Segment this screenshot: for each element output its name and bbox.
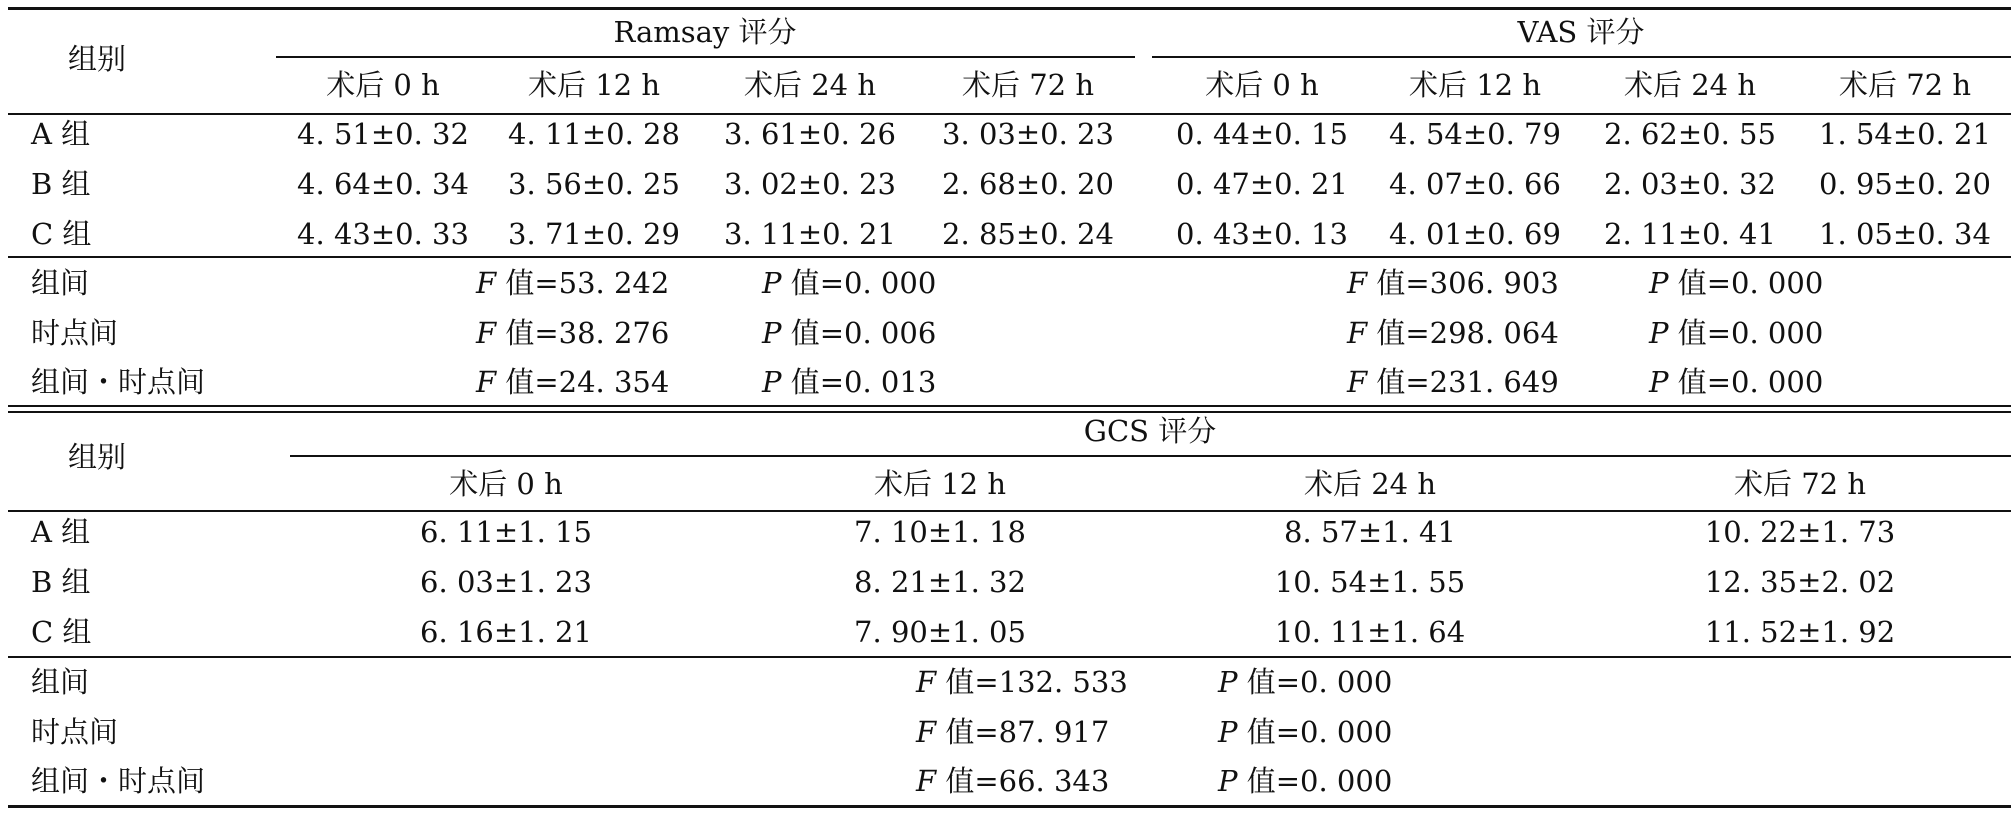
stat-label-timepoints: 时点间 bbox=[31, 316, 119, 350]
vas-c-72h: 1. 05±0. 34 bbox=[1819, 217, 1991, 251]
ramsay-f-interaction: F 值=24. 354 bbox=[476, 365, 670, 399]
gcs-p-interaction: P 值=0. 000 bbox=[1218, 764, 1393, 798]
f-symbol: F bbox=[1347, 266, 1368, 300]
vas-a-0h: 0. 44±0. 15 bbox=[1176, 117, 1348, 151]
column-header-rule bbox=[8, 113, 2011, 115]
p-symbol: P bbox=[1218, 764, 1238, 798]
ramsay-b-0h: 4. 64±0. 34 bbox=[297, 167, 469, 201]
p-symbol: P bbox=[1218, 665, 1238, 699]
ramsay-a-72h: 3. 03±0. 23 bbox=[942, 117, 1114, 151]
stat-label-interaction: 组间・时点间 bbox=[31, 365, 206, 399]
bottom-group-header: 组别 bbox=[67, 440, 127, 474]
section-divider-rule-2 bbox=[8, 411, 2011, 413]
ramsay-col-72h: 术后 72 h bbox=[961, 68, 1095, 102]
gcs-col-12h: 术后 12 h bbox=[873, 467, 1007, 501]
vas-col-72h: 术后 72 h bbox=[1838, 68, 1972, 102]
gcs-b-0h: 6. 03±1. 23 bbox=[420, 565, 592, 599]
ramsay-c-0h: 4. 43±0. 33 bbox=[297, 217, 469, 251]
gcs-a-12h: 7. 10±1. 18 bbox=[854, 515, 1026, 549]
gcs-b-12h: 8. 21±1. 32 bbox=[854, 565, 1026, 599]
ramsay-c-24h: 3. 11±0. 21 bbox=[724, 217, 896, 251]
vas-p-between-groups: P 值=0. 000 bbox=[1649, 266, 1824, 300]
vas-c-24h: 2. 11±0. 41 bbox=[1604, 217, 1776, 251]
stat-label-between-groups: 组间 bbox=[31, 266, 90, 300]
ramsay-b-12h: 3. 56±0. 25 bbox=[508, 167, 680, 201]
gcs-p-timepoints: P 值=0. 000 bbox=[1218, 715, 1393, 749]
gcs-col-24h: 术后 24 h bbox=[1303, 467, 1437, 501]
ramsay-col-24h: 术后 24 h bbox=[743, 68, 877, 102]
ramsay-a-12h: 4. 11±0. 28 bbox=[508, 117, 680, 151]
gcs-c-12h: 7. 90±1. 05 bbox=[854, 615, 1026, 649]
p-symbol: P bbox=[762, 266, 782, 300]
ramsay-c-72h: 2. 85±0. 24 bbox=[942, 217, 1114, 251]
vas-b-12h: 4. 07±0. 66 bbox=[1389, 167, 1561, 201]
f-symbol: F bbox=[1347, 316, 1368, 350]
vas-b-0h: 0. 47±0. 21 bbox=[1176, 167, 1348, 201]
ramsay-p-between-groups: P 值=0. 000 bbox=[762, 266, 937, 300]
vas-a-24h: 2. 62±0. 55 bbox=[1604, 117, 1776, 151]
ramsay-b-72h: 2. 68±0. 20 bbox=[942, 167, 1114, 201]
p-symbol: P bbox=[1649, 266, 1669, 300]
gcs-a-24h: 8. 57±1. 41 bbox=[1284, 515, 1456, 549]
gcs-f-timepoints: F 值=87. 917 bbox=[916, 715, 1110, 749]
vas-b-72h: 0. 95±0. 20 bbox=[1819, 167, 1991, 201]
vas-a-72h: 1. 54±0. 21 bbox=[1819, 117, 1991, 151]
vas-p-interaction: P 值=0. 000 bbox=[1649, 365, 1824, 399]
gcs-col-0h: 术后 0 h bbox=[449, 467, 563, 501]
gcs-header-rule bbox=[290, 455, 2011, 457]
ramsay-header: Ramsay 评分 bbox=[613, 15, 797, 49]
vas-p-timepoints: P 值=0. 000 bbox=[1649, 316, 1824, 350]
vas-col-24h: 术后 24 h bbox=[1623, 68, 1757, 102]
p-symbol: P bbox=[762, 365, 782, 399]
ramsay-f-timepoints: F 值=38. 276 bbox=[476, 316, 670, 350]
top-rule bbox=[8, 7, 2011, 10]
vas-c-0h: 0. 43±0. 13 bbox=[1176, 217, 1348, 251]
bottom-stat-label-interaction: 组间・时点间 bbox=[31, 764, 206, 798]
ramsay-f-between-groups: F 值=53. 242 bbox=[476, 266, 670, 300]
gcs-c-0h: 6. 16±1. 21 bbox=[420, 615, 592, 649]
f-symbol: F bbox=[916, 665, 937, 699]
ramsay-header-rule bbox=[276, 56, 1135, 58]
gcs-a-0h: 6. 11±1. 15 bbox=[420, 515, 592, 549]
gcs-c-72h: 11. 52±1. 92 bbox=[1704, 615, 1896, 649]
bottom-row-label-b: B 组 bbox=[31, 565, 91, 599]
p-symbol: P bbox=[762, 316, 782, 350]
f-symbol: F bbox=[476, 266, 497, 300]
bottom-rule bbox=[8, 805, 2011, 808]
row-label-a: A 组 bbox=[31, 117, 91, 151]
vas-col-12h: 术后 12 h bbox=[1408, 68, 1542, 102]
gcs-b-72h: 12. 35±2. 02 bbox=[1704, 565, 1896, 599]
group-header: 组别 bbox=[67, 42, 127, 76]
ramsay-p-interaction: P 值=0. 013 bbox=[762, 365, 937, 399]
bottom-column-header-rule bbox=[8, 510, 2011, 512]
p-symbol: P bbox=[1649, 365, 1669, 399]
f-symbol: F bbox=[916, 715, 937, 749]
ramsay-col-12h: 术后 12 h bbox=[527, 68, 661, 102]
gcs-f-between-groups: F 值=132. 533 bbox=[916, 665, 1128, 699]
ramsay-b-24h: 3. 02±0. 23 bbox=[724, 167, 896, 201]
ramsay-col-0h: 术后 0 h bbox=[326, 68, 440, 102]
vas-header-rule bbox=[1152, 56, 2011, 58]
row-label-b: B 组 bbox=[31, 167, 91, 201]
gcs-header: GCS 评分 bbox=[1083, 414, 1217, 448]
p-symbol: P bbox=[1218, 715, 1238, 749]
vas-f-timepoints: F 值=298. 064 bbox=[1347, 316, 1559, 350]
vas-c-12h: 4. 01±0. 69 bbox=[1389, 217, 1561, 251]
ramsay-p-timepoints: P 值=0. 006 bbox=[762, 316, 937, 350]
gcs-b-24h: 10. 54±1. 55 bbox=[1274, 565, 1466, 599]
gcs-f-interaction: F 值=66. 343 bbox=[916, 764, 1110, 798]
vas-f-interaction: F 值=231. 649 bbox=[1347, 365, 1559, 399]
row-label-c: C 组 bbox=[31, 217, 92, 251]
vas-b-24h: 2. 03±0. 32 bbox=[1604, 167, 1776, 201]
gcs-a-72h: 10. 22±1. 73 bbox=[1704, 515, 1896, 549]
bottom-data-rule bbox=[8, 656, 2011, 658]
gcs-c-24h: 10. 11±1. 64 bbox=[1274, 615, 1466, 649]
vas-header: VAS 评分 bbox=[1517, 15, 1645, 49]
data-bottom-rule bbox=[8, 256, 2011, 258]
gcs-col-72h: 术后 72 h bbox=[1733, 467, 1867, 501]
vas-a-12h: 4. 54±0. 79 bbox=[1389, 117, 1561, 151]
f-symbol: F bbox=[916, 764, 937, 798]
bottom-row-label-c: C 组 bbox=[31, 615, 92, 649]
f-symbol: F bbox=[476, 365, 497, 399]
vas-col-0h: 术后 0 h bbox=[1205, 68, 1319, 102]
ramsay-a-0h: 4. 51±0. 32 bbox=[297, 117, 469, 151]
gcs-p-between-groups: P 值=0. 000 bbox=[1218, 665, 1393, 699]
f-symbol: F bbox=[1347, 365, 1368, 399]
ramsay-a-24h: 3. 61±0. 26 bbox=[724, 117, 896, 151]
bottom-row-label-a: A 组 bbox=[31, 515, 91, 549]
bottom-stat-label-between-groups: 组间 bbox=[31, 665, 90, 699]
p-symbol: P bbox=[1649, 316, 1669, 350]
vas-f-between-groups: F 值=306. 903 bbox=[1347, 266, 1559, 300]
f-symbol: F bbox=[476, 316, 497, 350]
ramsay-c-12h: 3. 71±0. 29 bbox=[508, 217, 680, 251]
bottom-stat-label-timepoints: 时点间 bbox=[31, 715, 119, 749]
section-divider-rule-1 bbox=[8, 405, 2011, 407]
